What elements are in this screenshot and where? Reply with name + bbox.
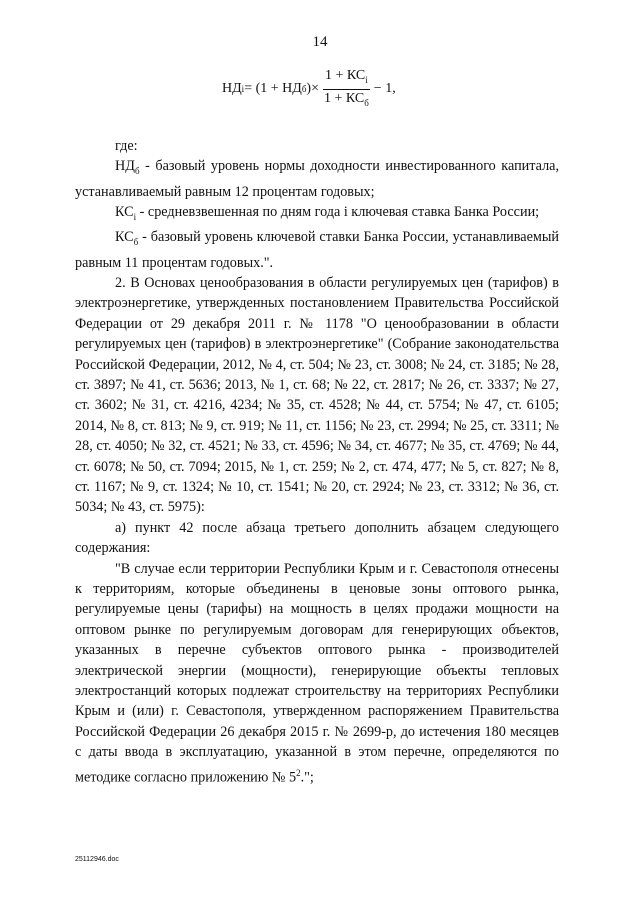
- formula: [0, 64, 640, 114]
- page-number: 14: [312, 34, 328, 50]
- definition-ks-base: $КС_б$ - базовый уровень ключевой ставки Банка России, устанавливаемый равным 11 процентам годовых.".: [75, 229, 559, 271]
- document-body: [75, 136, 559, 788]
- definition-ks-i: $КС_i$ - средневзвешенная по дням года i ключевая ставка Банка России;: [115, 204, 540, 222]
- formula-numerator: $1 + КС_i$: [323, 67, 370, 90]
- formula-middle-a: = (1 + НД: [244, 81, 302, 96]
- quoted-paragraph: "В случае если территории Республики Крым и г. Севастополя отнесены к территориям, которые объединены в ценовые зоны оптового рынка, регулируемые цены (тарифы) на мощность в целях продажи мощности на оптовом рынке по регулируемым договорам для генерирующих объектов, указанных в перечне субъектов оптового рынка - производителей электрической энергии (мощности), генерирующие объекты тепловых электростанций которых подлежат строительству на территориях Республики Крым и (или) г. Севастополя, утвержденном распоряжением Правительства Российской Федерации 26 декабря 2015 г. № 2699-р, до истечения 180 месяцев с даты ввода в эксплуатацию, указанной в этом перечне, определяются по методике согласно приложению № $5^2$.";: [75, 560, 559, 786]
- formula-middle-sub: б: [301, 84, 307, 94]
- formula-fraction: [322, 67, 371, 112]
- formula-lhs: НД: [222, 81, 242, 96]
- footer-filename: 25112946.doc: [75, 856, 119, 863]
- formula-tail: − 1,: [373, 81, 396, 96]
- formula-middle-b: )×: [306, 81, 319, 96]
- where-label: где:: [115, 138, 138, 154]
- definition-nd-base: $НД_б$ - базовый уровень нормы доходности инвестированного капитала, устанавливаемый равным 12 процентам годовых;: [75, 158, 559, 200]
- formula-lhs-sup: i: [241, 84, 245, 94]
- formula-denominator: $1 + КС_б$: [323, 90, 369, 108]
- item-2-paragraph: 2. В Основах ценообразования в области регулируемых цен (тарифов) в электроэнергетике, утвержденных постановлением Правительства Российской Федерации от 29 декабря 2011 г. № 1178 "О ценообразовании в области регулируемых цен (тарифов) в электроэнергетике" (Собрание законодательства Российской Федерации, 2012, № 4, ст. 504; № 23, ст. 3008; № 24, ст. 3185; № 28, ст. 3897; № 41, ст. 5636; 2013, № 1, ст. 68; № 22, ст. 2817; № 26, ст. 3337; № 27, ст. 3602; № 31, ст. 4216, 4234; № 35, ст. 4528; № 44, ст. 5754; № 47, ст. 6105; 2014, № 8, ст. 813; № 9, ст. 919; № 11, ст. 1156; № 23, ст. 2994; № 25, ст. 3311; № 28, ст. 4050; № 32, ст. 4521; № 33, ст. 4596; № 34, ст. 4677; № 35, ст. 4769; № 44, ст. 6078; № 50, ст. 7094; 2015, № 1, ст. 259; № 2, ст. 474, 477; № 5, ст. 827; № 8, ст. 1167; № 9, ст. 1324; № 10, ст. 1541; № 20, ст. 2924; № 23, ст. 3312; № 36, ст. 5034; № 43, ст. 5975):: [75, 274, 559, 516]
- item-a-paragraph: а) пункт 42 после абзаца третьего дополнить абзацем следующего содержания:: [75, 519, 559, 557]
